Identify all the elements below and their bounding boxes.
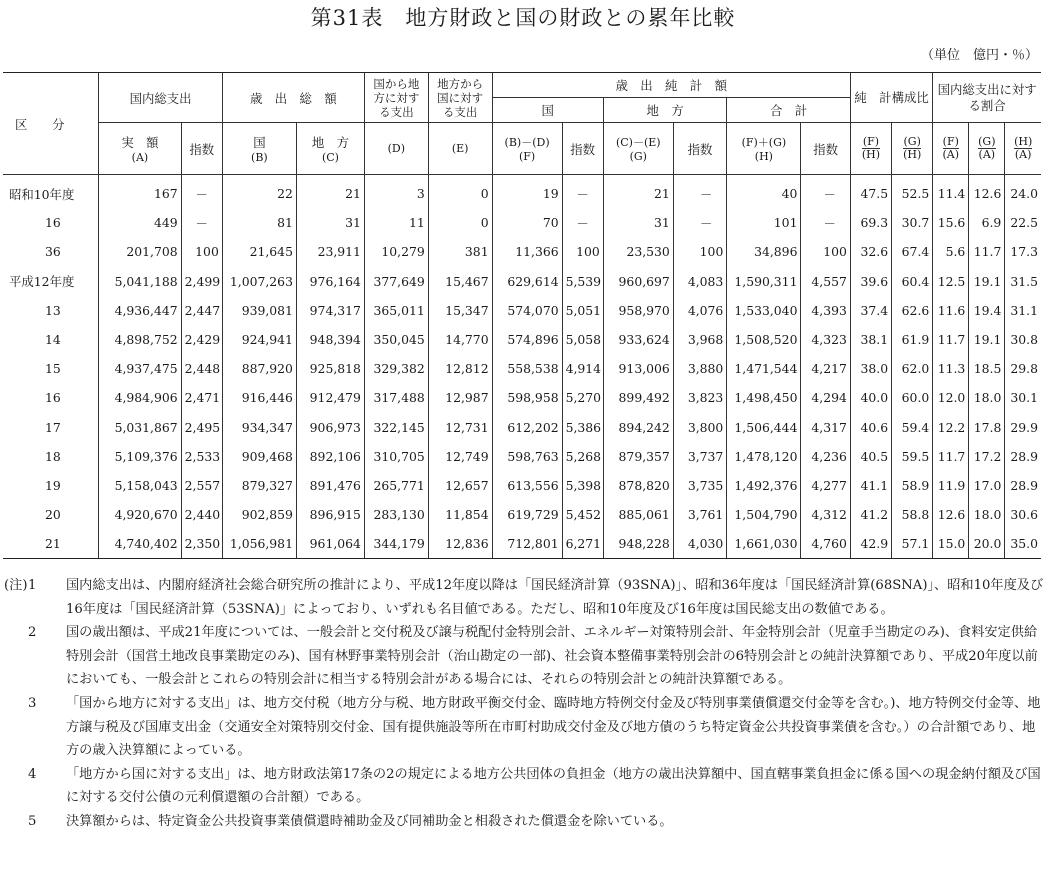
- row-label: 16: [45, 215, 61, 231]
- table-cell: 961,064: [296, 529, 364, 559]
- table-cell: 21: [296, 175, 364, 209]
- table-cell: 3,800: [673, 413, 727, 442]
- table-cell: 22: [222, 175, 296, 209]
- frac-f-a: $\frac{(F)}{(A)}$: [933, 123, 969, 175]
- table-cell: 5,386: [562, 413, 603, 442]
- table-cell: 30.1: [1005, 383, 1041, 412]
- note-text: 国内総支出は、内閣府経済社会総合研究所の推計により、平成12年度以降は「国民経済計算（93SNA)」、昭和36年度は「国民経済計算(68SNA)」、昭和10年度及び16年度は「国民経済計算（53SNA)」によっており、いずれも名目値である。ただし、昭和10年度及び16年度は国民総支出の数値である。: [66, 578, 1044, 617]
- table-cell: 5,452: [562, 500, 603, 529]
- table-cell: 62.0: [892, 354, 933, 383]
- table-cell: 4,937,475: [99, 354, 181, 383]
- table-cell: 12,836: [428, 529, 492, 559]
- table-cell: 329,382: [364, 354, 428, 383]
- table-cell: 1,492,376: [727, 471, 801, 500]
- g-header: (C)－(E) (G): [603, 123, 673, 175]
- table-cell: 619,729: [492, 500, 562, 529]
- table-cell: 81: [222, 208, 296, 237]
- k2c-code: (D): [364, 123, 428, 175]
- table-cell: 960,697: [603, 267, 673, 296]
- note-item: [4, 574, 1044, 621]
- table-cell: 3,968: [673, 325, 727, 354]
- table-cell: 42.9: [850, 529, 891, 559]
- table-cell: 22.5: [1005, 208, 1041, 237]
- table-cell: 18.5: [969, 354, 1005, 383]
- table-cell: 2,533: [181, 442, 222, 471]
- table-cell: 11.7: [933, 325, 969, 354]
- table-cell: 1,478,120: [727, 442, 801, 471]
- table-cell: 17.0: [969, 471, 1005, 500]
- table-cell: 6.9: [969, 208, 1005, 237]
- table-cell: 909,468: [222, 442, 296, 471]
- table-cell: 5,158,043: [99, 471, 181, 500]
- table-cell: 100: [562, 237, 603, 266]
- table-cell: 59.4: [892, 413, 933, 442]
- table-cell: 100: [801, 237, 850, 266]
- table-cell: 934,347: [222, 413, 296, 442]
- row-label: 14: [45, 332, 61, 348]
- notes-label: (注): [4, 578, 28, 593]
- table-cell: 896,915: [296, 500, 364, 529]
- table-cell: 11,854: [428, 500, 492, 529]
- table-row: [3, 442, 1041, 471]
- table-cell: 10,279: [364, 237, 428, 266]
- table-cell: 3: [364, 175, 428, 209]
- table-cell: 12.5: [933, 267, 969, 296]
- table-cell: 12,812: [428, 354, 492, 383]
- chiho-to-kuni-header: 地方から国に対する支出: [428, 73, 492, 123]
- table-cell: 38.0: [850, 354, 891, 383]
- table-cell: 60.4: [892, 267, 933, 296]
- table-cell: 892,106: [296, 442, 364, 471]
- table-cell: 17.2: [969, 442, 1005, 471]
- table-cell: 2,495: [181, 413, 222, 442]
- table-row: [3, 471, 1041, 500]
- table-cell: 891,476: [296, 471, 364, 500]
- table-cell: 12.6: [969, 175, 1005, 209]
- table-cell: 4,236: [801, 442, 850, 471]
- table-cell: 5,058: [562, 325, 603, 354]
- table-cell: 67.4: [892, 237, 933, 266]
- table-cell: 598,763: [492, 442, 562, 471]
- table-cell: 6,271: [562, 529, 603, 559]
- table-cell: 1,498,450: [727, 383, 801, 412]
- table-cell: 52.5: [892, 175, 933, 209]
- table-cell: 18.0: [969, 500, 1005, 529]
- table-cell: 11.3: [933, 354, 969, 383]
- table-cell: 167: [99, 175, 181, 209]
- table-cell: 58.9: [892, 471, 933, 500]
- table-cell: 4,217: [801, 354, 850, 383]
- frac-g-h: $\frac{(G)}{(H)}$: [892, 123, 933, 175]
- row-label: 21: [3, 529, 99, 559]
- table-cell: 19.4: [969, 296, 1005, 325]
- table-cell: 906,973: [296, 413, 364, 442]
- table-title: 第31表 地方財政と国の財政との累年比較: [310, 6, 736, 30]
- table-cell: 31: [603, 208, 673, 237]
- table-cell: 40.6: [850, 413, 891, 442]
- net-chiho-header: 地 方: [603, 98, 727, 123]
- table-cell: 948,394: [296, 325, 364, 354]
- note-item: [4, 810, 1044, 834]
- table-cell: 23,530: [603, 237, 673, 266]
- table-cell: 885,061: [603, 500, 673, 529]
- table-cell: 574,070: [492, 296, 562, 325]
- table-cell: 5,270: [562, 383, 603, 412]
- table-cell: 28.9: [1005, 471, 1041, 500]
- table-cell: 879,357: [603, 442, 673, 471]
- table-cell: 5,539: [562, 267, 603, 296]
- table-cell: 40.0: [850, 383, 891, 412]
- table-row: [3, 413, 1041, 442]
- gdp-header: 国内総支出: [99, 73, 223, 123]
- table-cell: 4,083: [673, 267, 727, 296]
- table-cell: 38.1: [850, 325, 891, 354]
- table-cell: 381: [428, 237, 492, 266]
- row-label: 平成12年度: [9, 274, 75, 290]
- table-cell: 2,447: [181, 296, 222, 325]
- table-cell: 5,268: [562, 442, 603, 471]
- note-text: 「地方から国に対する支出」は、地方財政法第17条の2の規定による地方公共団体の負担金（地方の歳出決算額中、国直轄事業負担金に係る国への現金納付額及び国に対する交付公債の元利償還額の合計額）である。: [66, 766, 1041, 806]
- table-cell: 5,031,867: [99, 413, 181, 442]
- table-cell: 15.6: [933, 208, 969, 237]
- table-cell: 887,920: [222, 354, 296, 383]
- note-number: 2: [28, 625, 37, 641]
- table-cell: 310,705: [364, 442, 428, 471]
- table-cell: 1,533,040: [727, 296, 801, 325]
- table-cell: 4,323: [801, 325, 850, 354]
- table-cell: 30.7: [892, 208, 933, 237]
- table-row: [3, 267, 1041, 296]
- row-label: 19: [45, 477, 61, 493]
- h-header: (F)＋(G) (H): [727, 123, 801, 175]
- table-cell: －: [181, 208, 222, 237]
- ratio-header: 純 計構成比: [850, 73, 932, 123]
- unit-label: （単位 億円・％）: [920, 48, 1038, 63]
- table-cell: 629,614: [492, 267, 562, 296]
- table-row: [3, 175, 1041, 209]
- table-cell: 1,506,444: [727, 413, 801, 442]
- table-cell: 2,557: [181, 471, 222, 500]
- comparison-table: [3, 72, 1041, 559]
- table-cell: 4,277: [801, 471, 850, 500]
- table-cell: 21: [603, 175, 673, 209]
- net-kuni-header: 国: [492, 98, 603, 123]
- table-cell: 4,393: [801, 296, 850, 325]
- table-cell: 924,941: [222, 325, 296, 354]
- table-row: [3, 325, 1041, 354]
- table-cell: 5,109,376: [99, 442, 181, 471]
- table-cell: 902,859: [222, 500, 296, 529]
- table-cell: 1,504,790: [727, 500, 801, 529]
- table-cell: 916,446: [222, 383, 296, 412]
- table-cell: 4,936,447: [99, 296, 181, 325]
- table-cell: 925,818: [296, 354, 364, 383]
- table-cell: 3,735: [673, 471, 727, 500]
- table-cell: 19: [492, 175, 562, 209]
- table-cell: 61.9: [892, 325, 933, 354]
- row-label: 13: [45, 302, 61, 318]
- table-cell: 1,590,311: [727, 267, 801, 296]
- table-cell: 5,051: [562, 296, 603, 325]
- table-cell: 974,317: [296, 296, 364, 325]
- note-item: [4, 763, 1044, 810]
- table-row: [3, 500, 1041, 529]
- net-total-header: 歳 出 純 計 額: [492, 73, 850, 98]
- table-cell: 574,896: [492, 325, 562, 354]
- table-cell: 958,970: [603, 296, 673, 325]
- kuni-to-chiho-header: 国から地方に対する支出: [364, 73, 428, 123]
- f-index-header: 指数: [562, 123, 603, 175]
- table-cell: 20.0: [969, 529, 1005, 559]
- row-label: 昭和10年度: [9, 186, 75, 202]
- note-text: 国の歳出額は、平成21年度については、一般会計と交付税及び譲与税配付金特別会計、エネルギー対策特別会計、年金特別会計（児童手当勘定のみ)、食料安定供給特別会計（国営土地改良事業勘定のみ)、国有林野事業特別会計（治山勘定の一部)、社会資本整備事業特別会計の6特別会計との純計決算額であり、平成20年度以前においても、一般会計とこれらの特別会計に相当する特別会計がある場合には、それらの特別会計との純計決算額である。: [66, 625, 1038, 688]
- table-cell: 29.8: [1005, 354, 1041, 383]
- table-cell: 878,820: [603, 471, 673, 500]
- table-cell: 350,045: [364, 325, 428, 354]
- row-label: 16: [45, 390, 61, 406]
- table-cell: 265,771: [364, 471, 428, 500]
- table-cell: 283,130: [364, 500, 428, 529]
- table-cell: 613,556: [492, 471, 562, 500]
- table-row: [3, 383, 1041, 412]
- table-cell: 1,508,520: [727, 325, 801, 354]
- table-cell: 15,347: [428, 296, 492, 325]
- table-cell: 4,076: [673, 296, 727, 325]
- table-cell: 558,538: [492, 354, 562, 383]
- table-cell: 201,708: [99, 237, 181, 266]
- table-cell: 912,479: [296, 383, 364, 412]
- kubun-header: 区 分: [3, 73, 99, 175]
- table-cell: 4,898,752: [99, 325, 181, 354]
- table-cell: －: [562, 175, 603, 209]
- table-cell: 899,492: [603, 383, 673, 412]
- table-cell: －: [801, 208, 850, 237]
- table-cell: 15.0: [933, 529, 969, 559]
- note-number: 4: [28, 766, 37, 782]
- note-item: [4, 621, 1044, 692]
- share-header: 国内総支出に対する割合: [933, 73, 1041, 123]
- table-cell: 31.1: [1005, 296, 1041, 325]
- table-cell: 948,228: [603, 529, 673, 559]
- table-cell: 4,312: [801, 500, 850, 529]
- table-cell: 317,488: [364, 383, 428, 412]
- table-cell: 15,467: [428, 267, 492, 296]
- gdp-index-header: 指数: [181, 123, 222, 175]
- table-cell: 322,145: [364, 413, 428, 442]
- table-cell: 47.5: [850, 175, 891, 209]
- table-row: [3, 354, 1041, 383]
- table-cell: 39.6: [850, 267, 891, 296]
- row-label: 18: [45, 448, 61, 464]
- table-cell: 365,011: [364, 296, 428, 325]
- table-cell: 4,984,906: [99, 383, 181, 412]
- table-cell: 17.8: [969, 413, 1005, 442]
- table-cell: 12.0: [933, 383, 969, 412]
- table-cell: 18.0: [969, 383, 1005, 412]
- table-cell: 4,294: [801, 383, 850, 412]
- row-label: 20: [45, 507, 61, 523]
- table-cell: 37.4: [850, 296, 891, 325]
- table-cell: 41.2: [850, 500, 891, 529]
- f-header: (B)－(D) (F): [492, 123, 562, 175]
- table-cell: 32.6: [850, 237, 891, 266]
- table-cell: 12,731: [428, 413, 492, 442]
- net-sum-header: 合 計: [727, 98, 851, 123]
- table-cell: 24.0: [1005, 175, 1041, 209]
- table-cell: 3,823: [673, 383, 727, 412]
- table-cell: 21,645: [222, 237, 296, 266]
- g-index-header: 指数: [673, 123, 727, 175]
- table-cell: 4,740,402: [99, 529, 181, 559]
- table-cell: 0: [428, 208, 492, 237]
- table-cell: 11,366: [492, 237, 562, 266]
- table-cell: 19.1: [969, 267, 1005, 296]
- table-cell: 31: [296, 208, 364, 237]
- table-cell: 2,499: [181, 267, 222, 296]
- table-cell: 12,987: [428, 383, 492, 412]
- table-cell: 11.9: [933, 471, 969, 500]
- table-cell: 1,007,263: [222, 267, 296, 296]
- table-cell: 879,327: [222, 471, 296, 500]
- table-cell: 62.6: [892, 296, 933, 325]
- table-cell: 377,649: [364, 267, 428, 296]
- table-cell: －: [673, 175, 727, 209]
- notes: [4, 574, 1044, 834]
- chiho-header: 地 方 (C): [296, 123, 364, 175]
- table-cell: 23,911: [296, 237, 364, 266]
- table-cell: －: [181, 175, 222, 209]
- frac-f-h: $\frac{(F)}{(H)}$: [850, 123, 891, 175]
- table-cell: 11.4: [933, 175, 969, 209]
- table-cell: 4,317: [801, 413, 850, 442]
- c2k-code: (E): [428, 123, 492, 175]
- table-cell: 4,030: [673, 529, 727, 559]
- table-row: [3, 208, 1041, 237]
- table-body: [3, 175, 1041, 559]
- table-cell: 3,761: [673, 500, 727, 529]
- table-row: [3, 529, 1041, 559]
- table-cell: 4,557: [801, 267, 850, 296]
- table-cell: 1,056,981: [222, 529, 296, 559]
- table-cell: 2,471: [181, 383, 222, 412]
- table-cell: 4,914: [562, 354, 603, 383]
- row-label: 15: [45, 361, 61, 377]
- table-cell: 712,801: [492, 529, 562, 559]
- table-cell: －: [673, 208, 727, 237]
- table-cell: 12,657: [428, 471, 492, 500]
- table-cell: 976,164: [296, 267, 364, 296]
- table-cell: －: [801, 175, 850, 209]
- h-index-header: 指数: [801, 123, 850, 175]
- table-cell: 0: [428, 175, 492, 209]
- note-text: 決算額からは、特定資金公共投資事業債償還時補助金及び同補助金と相殺された償還金を除いている。: [66, 813, 673, 829]
- table-cell: 11.7: [969, 237, 1005, 266]
- frac-h-a: $\frac{(H)}{(A)}$: [1005, 123, 1041, 175]
- table-cell: 69.3: [850, 208, 891, 237]
- row-label: 36: [45, 244, 61, 260]
- table-cell: 5,041,188: [99, 267, 181, 296]
- table-cell: 17.3: [1005, 237, 1041, 266]
- table-cell: 30.8: [1005, 325, 1041, 354]
- table-cell: 5.6: [933, 237, 969, 266]
- table-cell: 11.6: [933, 296, 969, 325]
- table-cell: 344,179: [364, 529, 428, 559]
- table-cell: 59.5: [892, 442, 933, 471]
- table-cell: 19.1: [969, 325, 1005, 354]
- table-cell: 894,242: [603, 413, 673, 442]
- table-cell: 12,749: [428, 442, 492, 471]
- table-row: [3, 237, 1041, 266]
- table-cell: 70: [492, 208, 562, 237]
- table-cell: 2,440: [181, 500, 222, 529]
- table-cell: 4,760: [801, 529, 850, 559]
- table-cell: 100: [673, 237, 727, 266]
- table-cell: 31.5: [1005, 267, 1041, 296]
- note-number: 3: [28, 695, 37, 711]
- table-cell: 101: [727, 208, 801, 237]
- note-text: 「国から地方に対する支出」は、地方交付税（地方分与税、地方財政平衡交付金、臨時地方特例交付金及び特別事業債償還交付金等を含む。)、地方特例交付金等、地方譲与税及び国庫支出金（交通安全対策特別交付金、国有提供施設等所在市町村助成交付金及び地方債のうち特定資金公共投資事業債を含む。）の合計額であり、地方の歳入決算額によっている。: [66, 695, 1041, 759]
- table-cell: 3,880: [673, 354, 727, 383]
- table-cell: 34,896: [727, 237, 801, 266]
- table-cell: 100: [181, 237, 222, 266]
- table-cell: 598,958: [492, 383, 562, 412]
- note-number: 1: [28, 578, 37, 593]
- table-cell: 2,448: [181, 354, 222, 383]
- table-cell: 11: [364, 208, 428, 237]
- table-cell: 612,202: [492, 413, 562, 442]
- table-cell: 2,429: [181, 325, 222, 354]
- note-number: 5: [28, 813, 37, 829]
- table-cell: 1,471,544: [727, 354, 801, 383]
- table-cell: 30.6: [1005, 500, 1041, 529]
- table-cell: 933,624: [603, 325, 673, 354]
- table-cell: 5,398: [562, 471, 603, 500]
- table-cell: 4,920,670: [99, 500, 181, 529]
- table-cell: 40.5: [850, 442, 891, 471]
- table-cell: 58.8: [892, 500, 933, 529]
- table-cell: 14,770: [428, 325, 492, 354]
- table-cell: 12.2: [933, 413, 969, 442]
- table-cell: 41.1: [850, 471, 891, 500]
- table-row: [3, 296, 1041, 325]
- frac-g-a: $\frac{(G)}{(A)}$: [969, 123, 1005, 175]
- table-cell: 2,350: [181, 529, 222, 559]
- table-cell: 28.9: [1005, 442, 1041, 471]
- table-cell: 449: [99, 208, 181, 237]
- row-label: 17: [45, 419, 61, 435]
- table-cell: 35.0: [1005, 529, 1041, 559]
- table-cell: 913,006: [603, 354, 673, 383]
- table-cell: 12.6: [933, 500, 969, 529]
- table-cell: 1,661,030: [727, 529, 801, 559]
- kuni-header: 国 (B): [222, 123, 296, 175]
- table-cell: 11.7: [933, 442, 969, 471]
- gdp-amount-header: 実 額 (A): [99, 123, 181, 175]
- table-cell: 40: [727, 175, 801, 209]
- table-cell: 57.1: [892, 529, 933, 559]
- note-item: [4, 692, 1044, 763]
- table-cell: 29.9: [1005, 413, 1041, 442]
- table-cell: 939,081: [222, 296, 296, 325]
- table-cell: 3,737: [673, 442, 727, 471]
- table-cell: －: [562, 208, 603, 237]
- expend-total-header: 歳 出 総 額: [222, 73, 364, 123]
- table-cell: 60.0: [892, 383, 933, 412]
